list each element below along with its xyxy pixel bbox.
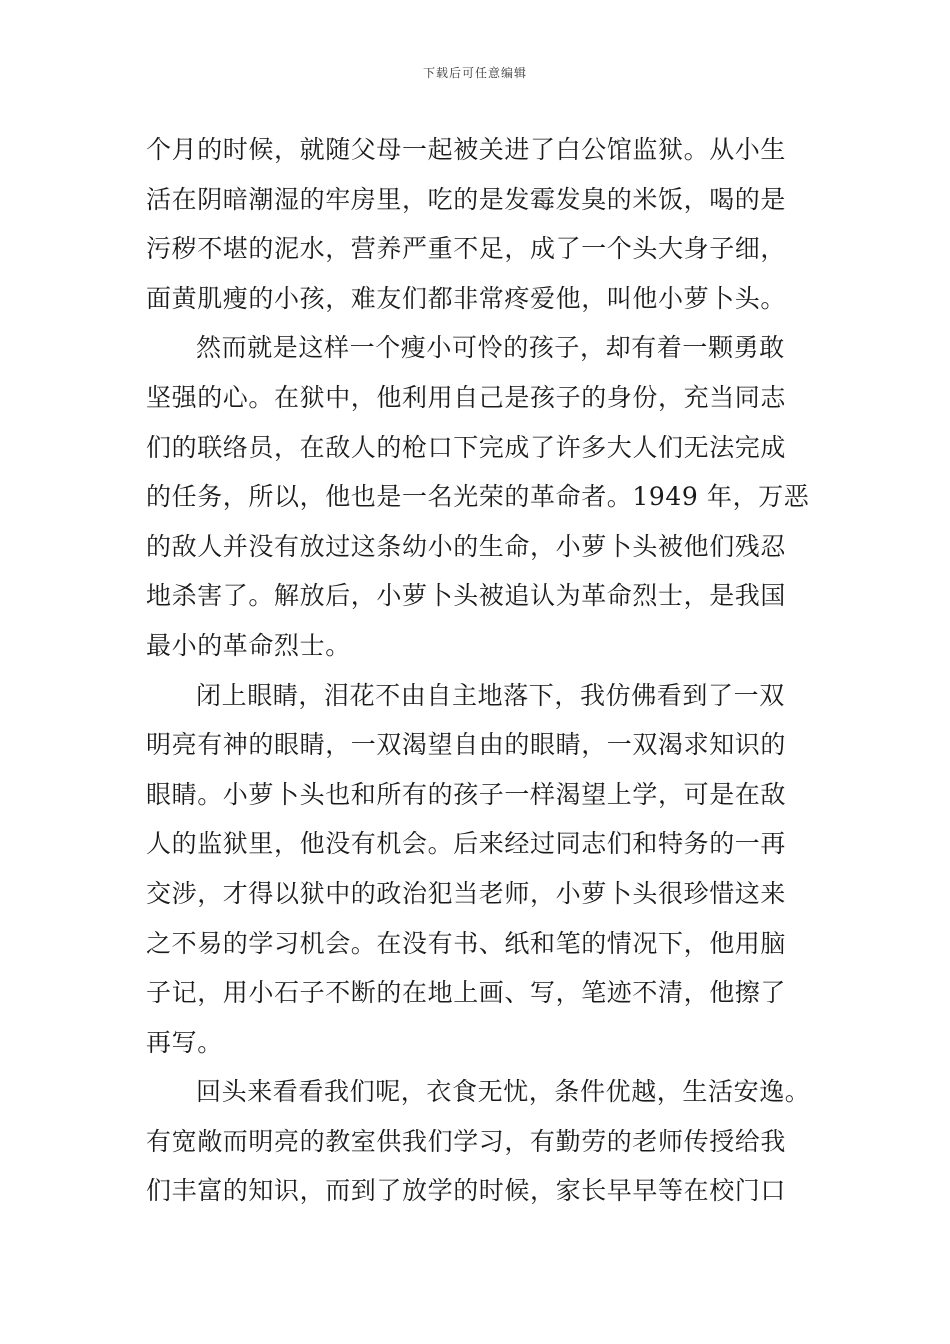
text-line: 子记，用小石子不断的在地上画、写，笔迹不清，他擦了	[146, 978, 787, 1008]
paragraph-first-line: 闭上眼睛，泪花不由自主地落下，我仿佛看到了一双	[196, 680, 785, 710]
paragraph-first-line: 回头来看看我们呢，衣食无忧，条件优越，生活安逸。	[196, 1077, 811, 1107]
text-line: 活在阴暗潮湿的牢房里，吃的是发霉发臭的米饭，喝的是	[146, 184, 787, 214]
text-line: 有宽敞而明亮的教室供我们学习，有勤劳的老师传授给我	[146, 1126, 787, 1156]
body-text	[146, 125, 811, 1216]
text-line: 交涉，才得以狱中的政治犯当老师，小萝卜头很珍惜这来	[146, 878, 787, 908]
text-line: 个月的时候，就随父母一起被关进了白公馆监狱。从小生	[146, 135, 787, 164]
text-line: 们的联络员，在敌人的枪口下完成了许多大人们无法完成	[146, 432, 787, 462]
text-line: 坚强的心。在狱中，他利用自己是孩子的身份，充当同志	[146, 382, 787, 412]
text-line: 的敌人并没有放过这条幼小的生命，小萝卜头被他们残忍	[146, 531, 787, 561]
paragraph-first-line: 然而就是这样一个瘦小可怜的孩子，却有着一颗勇敢	[196, 333, 785, 363]
text-line: 再写。	[146, 1027, 223, 1057]
text-line: 地杀害了。解放后，小萝卜头被追认为革命烈士，是我国	[146, 581, 787, 611]
text-line: 的任务，所以，他也是一名光荣的革命者。1949 年，万恶	[146, 482, 810, 512]
text-line: 明亮有神的眼睛，一双渴望自由的眼睛，一双渴求知识的	[146, 730, 787, 760]
text-line: 人的监狱里，他没有机会。后来经过同志们和特务的一再	[146, 829, 787, 859]
text-line: 面黄肌瘦的小孩，难友们都非常疼爱他，叫他小萝卜头。	[146, 283, 787, 313]
text-line: 最小的革命烈士。	[146, 630, 351, 660]
text-line: 眼睛。小萝卜头也和所有的孩子一样渴望上学，可是在敌	[146, 779, 787, 809]
text-line: 污秽不堪的泥水，营养严重不足，成了一个头大身子细，	[146, 234, 787, 264]
page-header: 下载后可任意编辑	[422, 66, 527, 80]
text-line: 之不易的学习机会。在没有书、纸和笔的情况下，他用脑	[146, 928, 787, 958]
text-line: 们丰富的知识，而到了放学的时候，家长早早等在校门口	[146, 1176, 787, 1206]
